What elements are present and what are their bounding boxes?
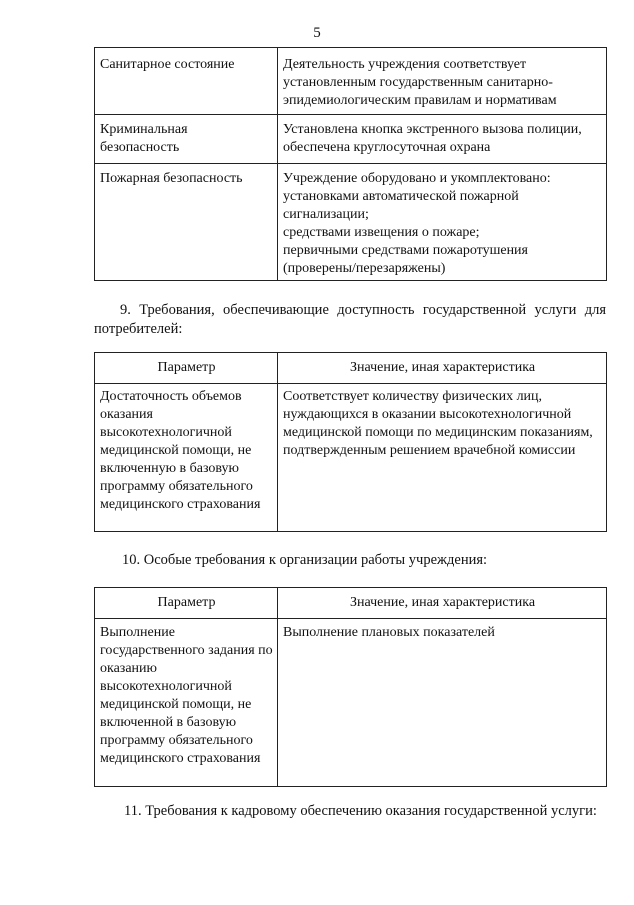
table-header-row [95,353,607,384]
section-10-heading: 10. Особые требования к организации работы учреждения: [122,552,488,568]
table-cell-param: Санитарное состояние [95,48,278,115]
table-cell-value: Учреждение оборудовано и укомплектовано: установками автоматической пожарной сигнализации; средствами извещения о пожаре; первичными средствами пожаротушения (проверены/перезаряжены) [278,164,607,281]
table-cell-value: Деятельность учреждения соответствует установленным государственным санитарно-эпидемиологическим правилам и нормативам [278,48,607,115]
column-header-param: Параметр [95,353,278,384]
table-cell-param: Криминальная безопасность [95,115,278,164]
accessibility-table [94,352,607,532]
table-row [95,384,607,532]
section-11-heading: 11. Требования к кадровому обеспечению оказания государственной услуги: [124,803,597,819]
special-requirements-table [94,587,607,787]
table-header-row [95,588,607,619]
table-cell-value: Установлена кнопка экстренного вызова полиции, обеспечена круглосуточная охрана [278,115,607,164]
page-number: 5 [313,25,321,41]
table-row [95,619,607,787]
table-cell-param: Выполнение государственного задания по оказанию высокотехнологичной медицинской помощи, не включенной в базовую программу обязательного медицинского страхования [95,619,278,787]
column-header-param: Параметр [95,588,278,619]
section-9-heading: 9. Требования, обеспечивающие доступность государственной услуги для потребителей: [94,302,606,337]
table-cell-param: Достаточность объемов оказания высокотехнологичной медицинской помощи, не включенную в базовую программу обязательного медицинского страхования [95,384,278,532]
table-row [95,115,607,164]
table-row [95,48,607,115]
column-header-value: Значение, иная характеристика [278,588,607,619]
conditions-table [94,47,607,281]
table-row [95,164,607,281]
table-cell-value: Выполнение плановых показателей [278,619,607,787]
table-cell-param: Пожарная безопасность [95,164,278,281]
column-header-value: Значение, иная характеристика [278,353,607,384]
table-cell-value: Соответствует количеству физических лиц, нуждающихся в оказании высокотехнологичной медицинской помощи по медицинским показаниям, подтвержденным решением врачебной комиссии [278,384,607,532]
